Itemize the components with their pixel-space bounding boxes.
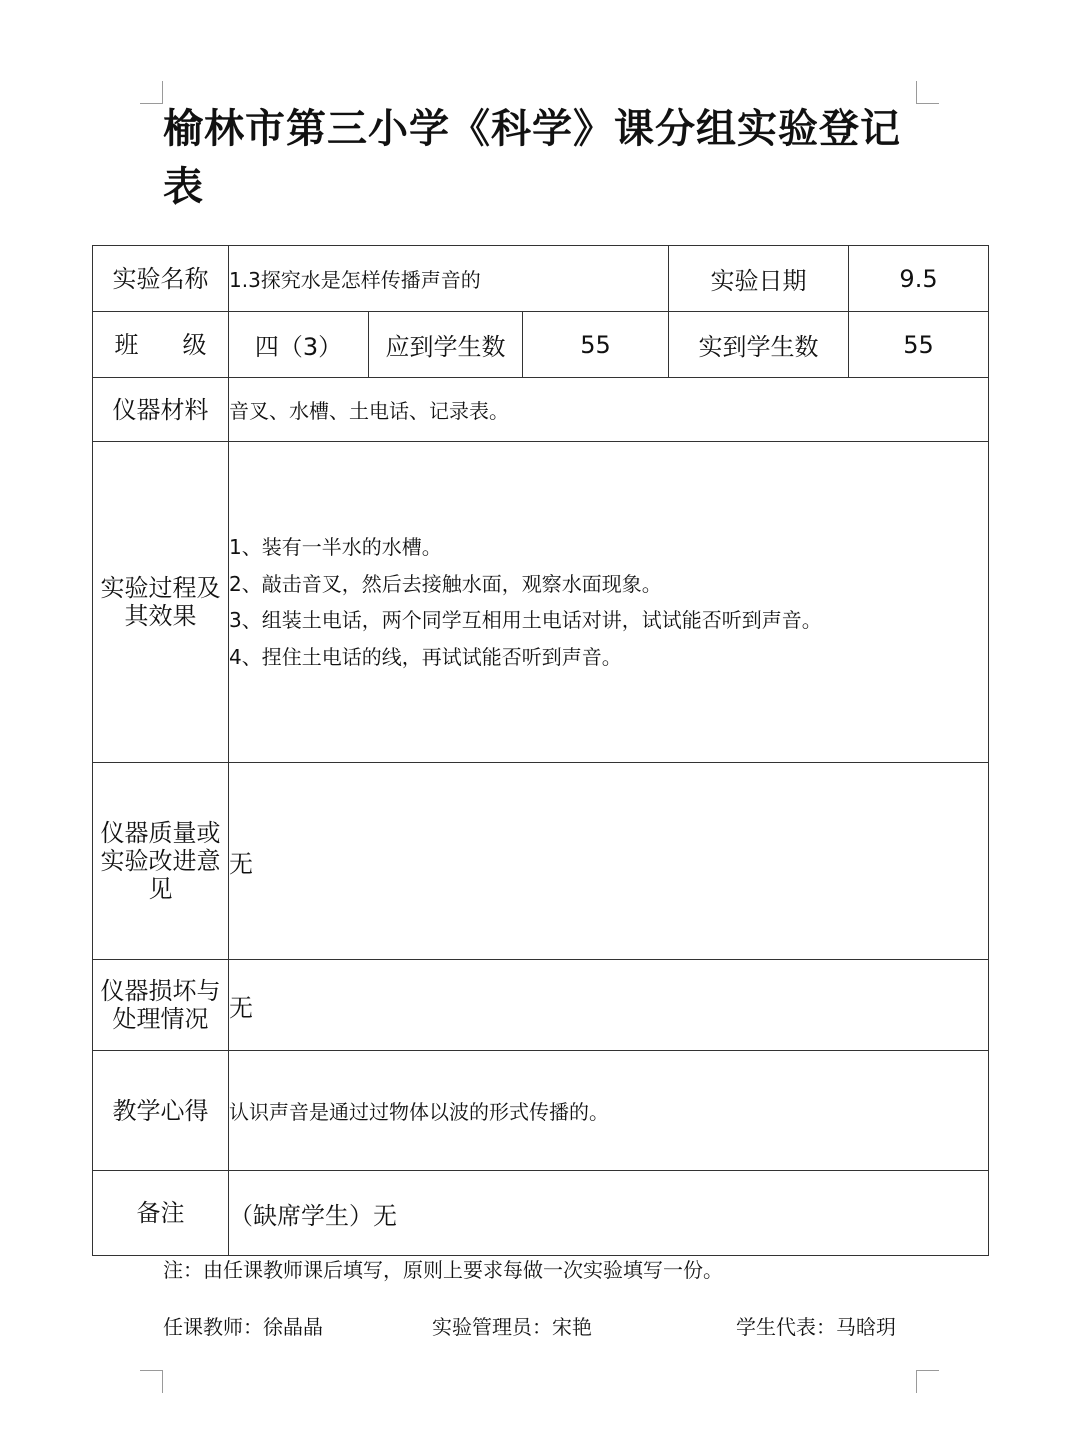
materials-label: 仪器材料 — [93, 378, 229, 442]
date-value: 9.5 — [849, 246, 989, 312]
process-step: 1、装有一半水的水槽。 — [229, 535, 442, 559]
crop-mark-top-left — [140, 81, 163, 104]
lab-manager-signature: 实验管理员：宋艳 — [432, 1315, 592, 1339]
row-damage — [93, 960, 989, 1051]
reflection-label: 教学心得 — [93, 1051, 229, 1171]
process-label: 实验过程及其效果 — [93, 442, 229, 763]
crop-mark-bottom-left — [140, 1370, 163, 1393]
damage-value: 无 — [229, 960, 989, 1051]
remarks-value: （缺席学生）无 — [229, 1171, 989, 1256]
row-class — [93, 312, 989, 378]
crop-mark-bottom-right — [916, 1370, 939, 1393]
registration-table — [92, 245, 989, 1256]
row-experiment-name — [93, 246, 989, 312]
row-process — [93, 442, 989, 763]
expected-students-label: 应到学生数 — [369, 312, 523, 378]
row-materials — [93, 378, 989, 442]
reflection-value: 认识声音是通过过物体以波的形式传播的。 — [229, 1051, 989, 1171]
page-title: 榆林市第三小学《科学》课分组实验登记表 — [163, 106, 901, 210]
actual-students-label: 实到学生数 — [669, 312, 849, 378]
row-quality — [93, 763, 989, 960]
remarks-label: 备注 — [93, 1171, 229, 1256]
row-reflection — [93, 1051, 989, 1171]
process-step: 2、敲击音叉，然后去接触水面，观察水面现象。 — [229, 571, 662, 596]
expected-students-value: 55 — [523, 312, 669, 378]
damage-label: 仪器损坏与处理情况 — [93, 960, 229, 1051]
date-label: 实验日期 — [669, 246, 849, 312]
footnote: 注：由任课教师课后填写，原则上要求每做一次实验填写一份。 — [163, 1258, 723, 1282]
actual-students-value: 55 — [849, 312, 989, 378]
row-remarks — [93, 1171, 989, 1256]
process-step: 3、组装土电话，两个同学互相用土电话对讲，试试能否听到声音。 — [229, 608, 822, 632]
process-steps — [229, 442, 989, 763]
experiment-name-value: 1.3探究水是怎样传播声音的 — [229, 246, 669, 312]
class-label-char-1: 班 — [114, 330, 139, 359]
materials-value: 音叉、水槽、土电话、记录表。 — [229, 378, 989, 442]
quality-label: 仪器质量或实验改进意见 — [93, 763, 229, 960]
quality-value: 无 — [229, 763, 989, 960]
class-value: 四（3） — [229, 312, 369, 378]
teacher-signature: 任课教师：徐晶晶 — [163, 1315, 323, 1339]
student-rep-signature: 学生代表：马晗玥 — [736, 1315, 896, 1339]
process-step: 4、捏住土电话的线，再试试能否听到声音。 — [229, 644, 622, 669]
experiment-name-label: 实验名称 — [93, 246, 229, 312]
class-label — [93, 312, 229, 378]
class-label-char-2: 级 — [182, 330, 207, 359]
